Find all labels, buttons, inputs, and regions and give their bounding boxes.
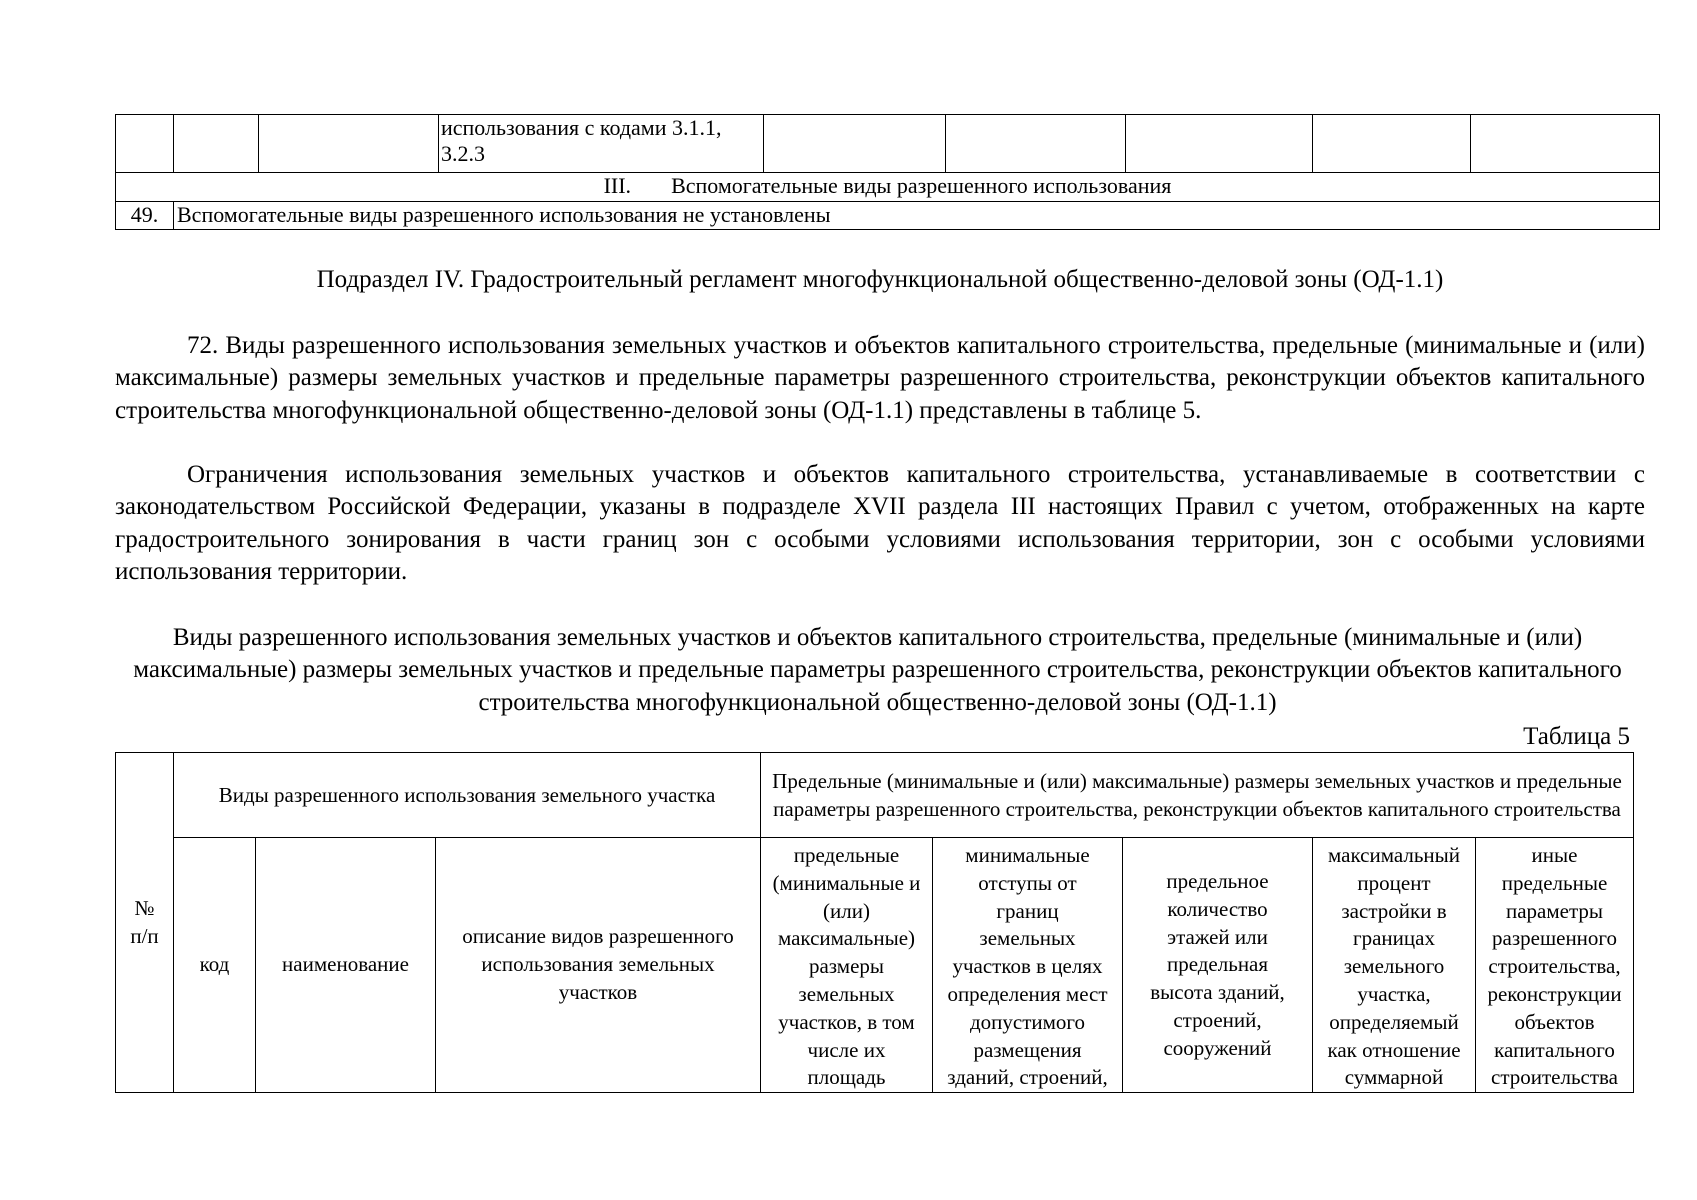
table-title: Виды разрешенного использования земельных участков и объектов капитального строительства, предельные (минимальные и (или) максимальные) размеры земельных участков и предельные параметры разрешенного строительства, реконструкции объектов капитального строительства многофункциональной общественно-деловой зоны (ОД-1.1) [133,624,1622,716]
column-header-setbacks: минимальные отступы от границ земельных участков в целях определения мест допустимого размещения зданий, строений, [933,838,1123,1093]
column-header-other: иные предельные параметры разрешенного строительства, реконструкции объектов капитального строительства [1476,838,1634,1093]
previous-table-continuation [115,114,1660,230]
table-header-row [116,753,1634,838]
table-cell [174,115,259,173]
table-cell-continuation-text: использования с кодами 3.1.1, 3.2.3 [439,115,764,173]
paragraph-restrictions: Ограничения использования земельных участков и объектов капитального строительства, устанавливаемые в соответствии с законодательством Российской Федерации, указаны в подразделе XVII раздела III настоящих Правил с учетом, отображенных на карте градостроительного зонирования в части границ зон с особыми условиями использования территории, зон с особыми условиями использования территории. [115,461,1645,585]
column-header-description: описание видов разрешенного использования земельных участков [436,838,761,1093]
table-cell [1471,115,1660,173]
section-roman-numeral: III. [603,173,632,198]
column-header-floors: предельное количество этажей или предельная высота зданий, строений, сооружений [1123,838,1313,1093]
column-group-header-land-use: Виды разрешенного использования земельного участка [174,753,761,838]
table-cell [1126,115,1313,173]
table-cell [946,115,1126,173]
table-row [116,202,1660,230]
table-cell [764,115,946,173]
row-number: 49. [116,202,174,230]
table-label: Таблица 5 [1523,723,1630,750]
table-cell [116,115,174,173]
subsection-heading: Подраздел IV. Градостроительный регламент многофункциональной общественно-деловой зоны (ОД-1.1) [316,266,1444,293]
column-header-name: наименование [256,838,436,1093]
paragraph-72: 72. Виды разрешенного использования земельных участков и объектов капитального строительства, предельные (минимальные и (или) максимальные) размеры земельных участков и предельные параметры разрешенного строительства, реконструкции объектов капитального строительства многофункциональной общественно-деловой зоны (ОД-1.1) представлены в таблице 5. [115,332,1645,424]
table-5-header [115,752,1634,1093]
table-row [116,115,1660,173]
section-heading-row [116,173,1660,202]
column-header-coverage: максимальный процент застройки в границах земельного участка, определяемый как отношение суммарной [1313,838,1476,1093]
section-heading [116,173,1660,202]
table-cell [259,115,439,173]
column-header-plot-size: предельные (минимальные и (или) максимальные) размеры земельных участков, в том числе их площадь [761,838,933,1093]
section-title: Вспомогательные виды разрешенного использования [671,173,1172,198]
table-cell [1313,115,1471,173]
column-header-code: код [174,838,256,1093]
column-header-number: № п/п [116,753,174,1093]
table-subheader-row [116,838,1634,1093]
column-group-header-parameters: Предельные (минимальные и (или) максимальные) размеры земельных участков и предельные параметры разрешенного строительства, реконструкции объектов капитального строительства [761,753,1634,838]
row-text: Вспомогательные виды разрешенного использования не установлены [174,202,1660,230]
